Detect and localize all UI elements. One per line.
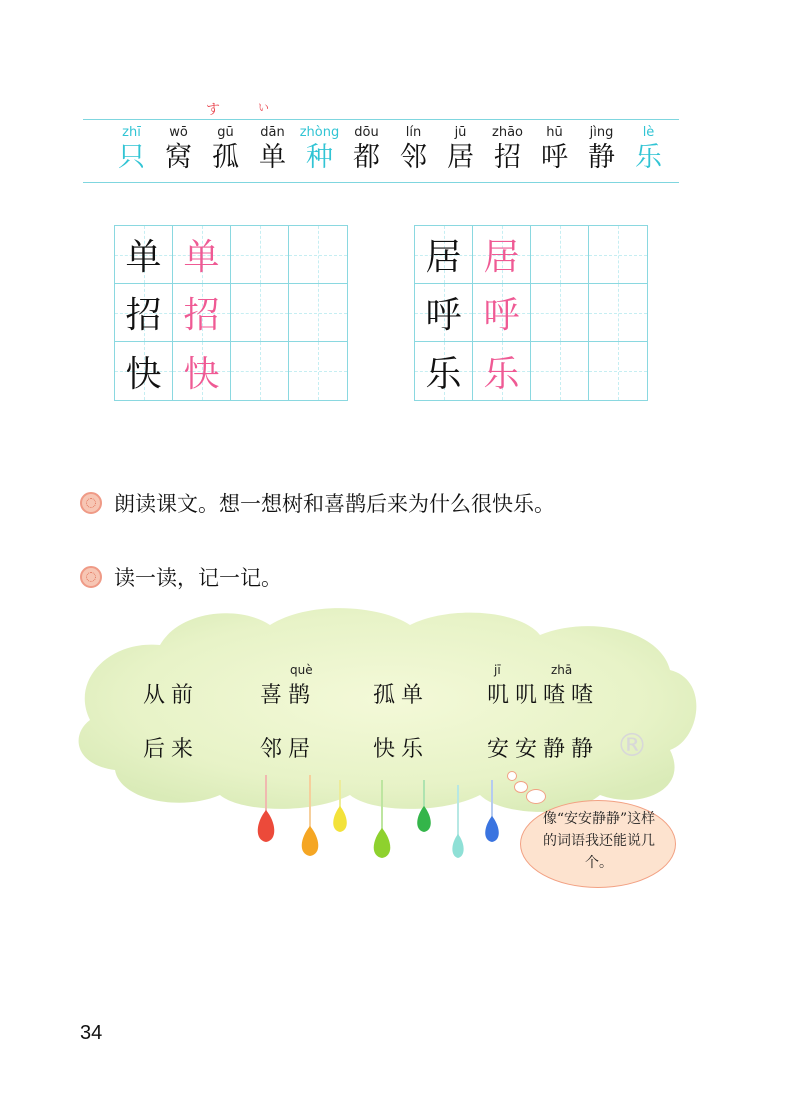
handwritten-mark: い [258,101,269,114]
grid-cell [173,284,231,342]
character-pinyin: zhī [122,125,141,140]
thought-puff [507,771,517,781]
character-pinyin: zhòng [299,125,340,140]
character-glyph: 都 [353,142,380,173]
flower-bullet-icon [80,492,102,514]
instruction-read-aloud [80,488,555,518]
trace-character: 乐 [483,353,520,395]
strip-bottom-line [83,182,679,183]
grid-cell [531,342,589,400]
character-glyph: 只 [118,142,145,173]
grid-cell [415,342,473,400]
model-character: 居 [425,237,462,278]
character-pinyin: wō [169,125,188,140]
grid-cell [115,284,173,342]
model-character: 乐 [425,353,462,395]
character-pinyin: gū [217,125,234,140]
model-character: 呼 [425,295,462,336]
grid-cell [231,284,289,342]
word-congqian: 从前 [143,683,200,708]
word-jijizhazha: 叽叽喳喳 [487,683,600,708]
character-glyph: 乐 [635,142,662,173]
character-glyph: 窝 [165,142,192,173]
character-glyph: 孤 [212,142,239,173]
grid-cell [115,342,173,400]
character-item [155,124,202,174]
character-pinyin: jìng [589,125,614,140]
new-characters-strip [108,124,672,174]
trace-character: 呼 [483,295,520,336]
character-glyph: 居 [447,142,474,173]
grid-cell [289,226,347,284]
grid-cell [415,226,473,284]
pinyin-zha: zhā [551,663,573,677]
grid-cell [531,226,589,284]
pinyin-que: què [290,663,313,677]
grid-cell [473,226,531,284]
grid-cell [415,284,473,342]
instruction-text: 读一读，记一记。 [114,566,282,590]
grid-cell [589,284,647,342]
grid-cell [473,284,531,342]
grid-cell [231,342,289,400]
character-pinyin: dān [260,125,285,140]
character-item [296,124,343,174]
character-item [249,124,296,174]
word-gudan: 孤单 [373,683,430,708]
grid-cell [589,342,647,400]
character-item [578,124,625,174]
grid-cell [231,226,289,284]
grid-cell [289,284,347,342]
character-glyph: 种 [306,142,333,173]
character-glyph: 邻 [400,142,427,173]
character-pinyin: dōu [354,125,379,140]
grid-cell [115,226,173,284]
writing-grid-right [414,225,648,401]
grid-cell [589,226,647,284]
character-item [625,124,672,174]
character-item [484,124,531,174]
character-item [437,124,484,174]
character-item [108,124,155,174]
character-item [202,124,249,174]
character-pinyin: hū [546,125,563,140]
character-glyph: 招 [494,142,521,173]
word-kuaile: 快乐 [373,737,430,762]
model-character: 招 [125,295,162,336]
thought-bubble-text: 像“安安静静”这样的词语我还能说几个。 [542,811,656,871]
instruction-read-remember [80,562,282,592]
writing-grid-left [114,225,348,401]
word-ananjingjing: 安安静静 [487,737,600,762]
strip-top-line [83,119,679,120]
character-pinyin: zhāo [492,125,523,140]
model-character: 快 [125,353,162,395]
grid-cell [531,284,589,342]
handwritten-mark: す [206,102,220,118]
character-item [343,124,390,174]
trace-character: 快 [183,353,220,395]
word-xique: 喜鹊 [260,683,317,708]
character-glyph: 单 [259,142,286,173]
model-character: 单 [125,237,162,278]
character-item [390,124,437,174]
cloud-shape [79,608,697,812]
thought-puff [526,789,546,804]
character-glyph: 呼 [541,142,568,173]
grid-cell [173,226,231,284]
instruction-text: 朗读课文。想一想树和喜鹊后来为什么很快乐。 [114,492,555,516]
trace-character: 居 [483,237,520,278]
character-pinyin: lín [405,125,422,140]
grid-cell [289,342,347,400]
character-glyph: 静 [588,142,615,173]
page-number: 34 [80,1022,103,1044]
trace-character: 单 [183,237,220,278]
grid-cell [173,342,231,400]
grid-cell [473,342,531,400]
word-houlai: 后来 [143,737,200,762]
word-linju: 邻居 [260,737,317,762]
thought-puff [514,781,528,793]
watermark-registered-icon: ® [616,726,648,764]
character-pinyin: lè [642,125,655,140]
character-pinyin: jū [454,125,467,140]
trace-character: 招 [183,295,220,336]
pinyin-ji: jī [494,663,501,677]
character-item [531,124,578,174]
flower-bullet-icon [80,566,102,588]
